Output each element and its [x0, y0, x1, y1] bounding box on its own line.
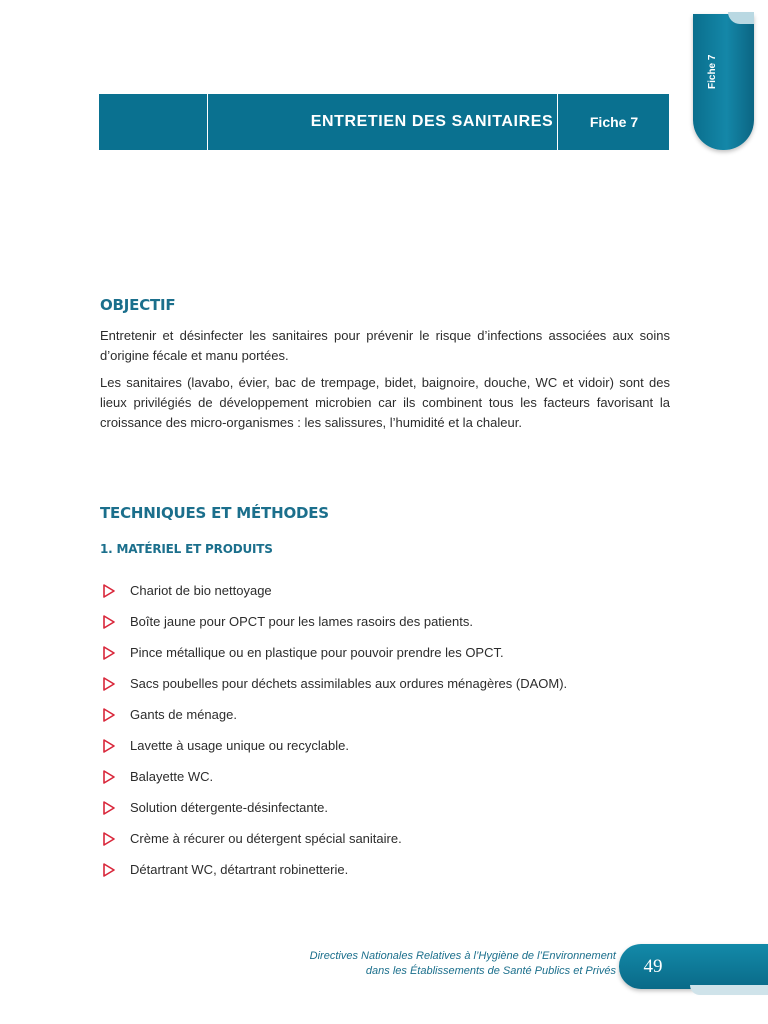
- page-curl: [690, 985, 768, 995]
- list-item-text: Lavette à usage unique ou recyclable.: [130, 738, 349, 753]
- page-number: 49: [643, 955, 663, 977]
- triangle-right-icon: [102, 739, 116, 753]
- triangle-right-icon: [102, 646, 116, 660]
- list-item-text: Boîte jaune pour OPCT pour les lames rasoirs des patients.: [130, 614, 473, 629]
- corner-tab-label: Fiche 7: [707, 54, 718, 89]
- list-item-text: Détartrant WC, détartrant robinetterie.: [130, 862, 349, 877]
- materiel-list: [100, 575, 567, 885]
- list-item: [100, 730, 567, 761]
- list-item-text: Crème à récurer ou détergent spécial sanitaire.: [130, 831, 402, 846]
- list-item-text: Solution détergente-désinfectante.: [130, 800, 329, 815]
- list-item: [100, 637, 567, 668]
- list-item: [100, 668, 567, 699]
- objectif-paragraph-2: Les sanitaires (lavabo, évier, bac de trempage, bidet, baignoire, douche, WC et vidoir) sont des lieux privilégiés de développement microbien car ils combinent tous les facteurs favorisant la croissance des micro-organismes : les salissures, l’humidité et la chaleur.: [100, 375, 670, 430]
- list-item-text: Balayette WC.: [130, 769, 214, 784]
- list-item-text: Sacs poubelles pour déchets assimilables aux ordures ménagères (DAOM).: [130, 676, 568, 691]
- page-title: ENTRETIEN DES SANITAIRES: [310, 113, 554, 130]
- materiel-subheading: 1. MATÉRIEL ET PRODUITS: [100, 542, 273, 556]
- objectif-paragraph-1: Entretenir et désinfecter les sanitaires pour prévenir le risque d’infections associées aux soins d’origine fécale et manu portées.: [100, 328, 670, 363]
- list-item: [100, 606, 567, 637]
- triangle-right-icon: [102, 584, 116, 598]
- triangle-right-icon: [102, 677, 116, 691]
- list-item: [100, 575, 567, 606]
- list-item: [100, 699, 567, 730]
- fiche-label: Fiche 7: [557, 94, 670, 150]
- list-item: [100, 792, 567, 823]
- header-band: [99, 94, 669, 150]
- triangle-right-icon: [102, 832, 116, 846]
- footer-line-2: dans les Établissements de Santé Publics et Privés: [365, 965, 616, 977]
- techniques-heading: TECHNIQUES ET MÉTHODES: [100, 504, 329, 522]
- list-item-text: Chariot de bio nettoyage: [130, 583, 272, 598]
- triangle-right-icon: [102, 770, 116, 784]
- triangle-right-icon: [102, 708, 116, 722]
- footer-line-1: Directives Nationales Relatives à l’Hygiène de l’Environnement: [309, 950, 616, 962]
- list-item-text: Pince métallique ou en plastique pour pouvoir prendre les OPCT.: [130, 645, 504, 660]
- triangle-right-icon: [102, 801, 116, 815]
- triangle-right-icon: [102, 863, 116, 877]
- list-item: [100, 854, 567, 885]
- list-item-text: Gants de ménage.: [130, 707, 237, 722]
- triangle-right-icon: [102, 615, 116, 629]
- list-item: [100, 761, 567, 792]
- list-item: [100, 823, 567, 854]
- header-left-cell: [99, 94, 208, 150]
- objectif-heading: OBJECTIF: [100, 296, 176, 314]
